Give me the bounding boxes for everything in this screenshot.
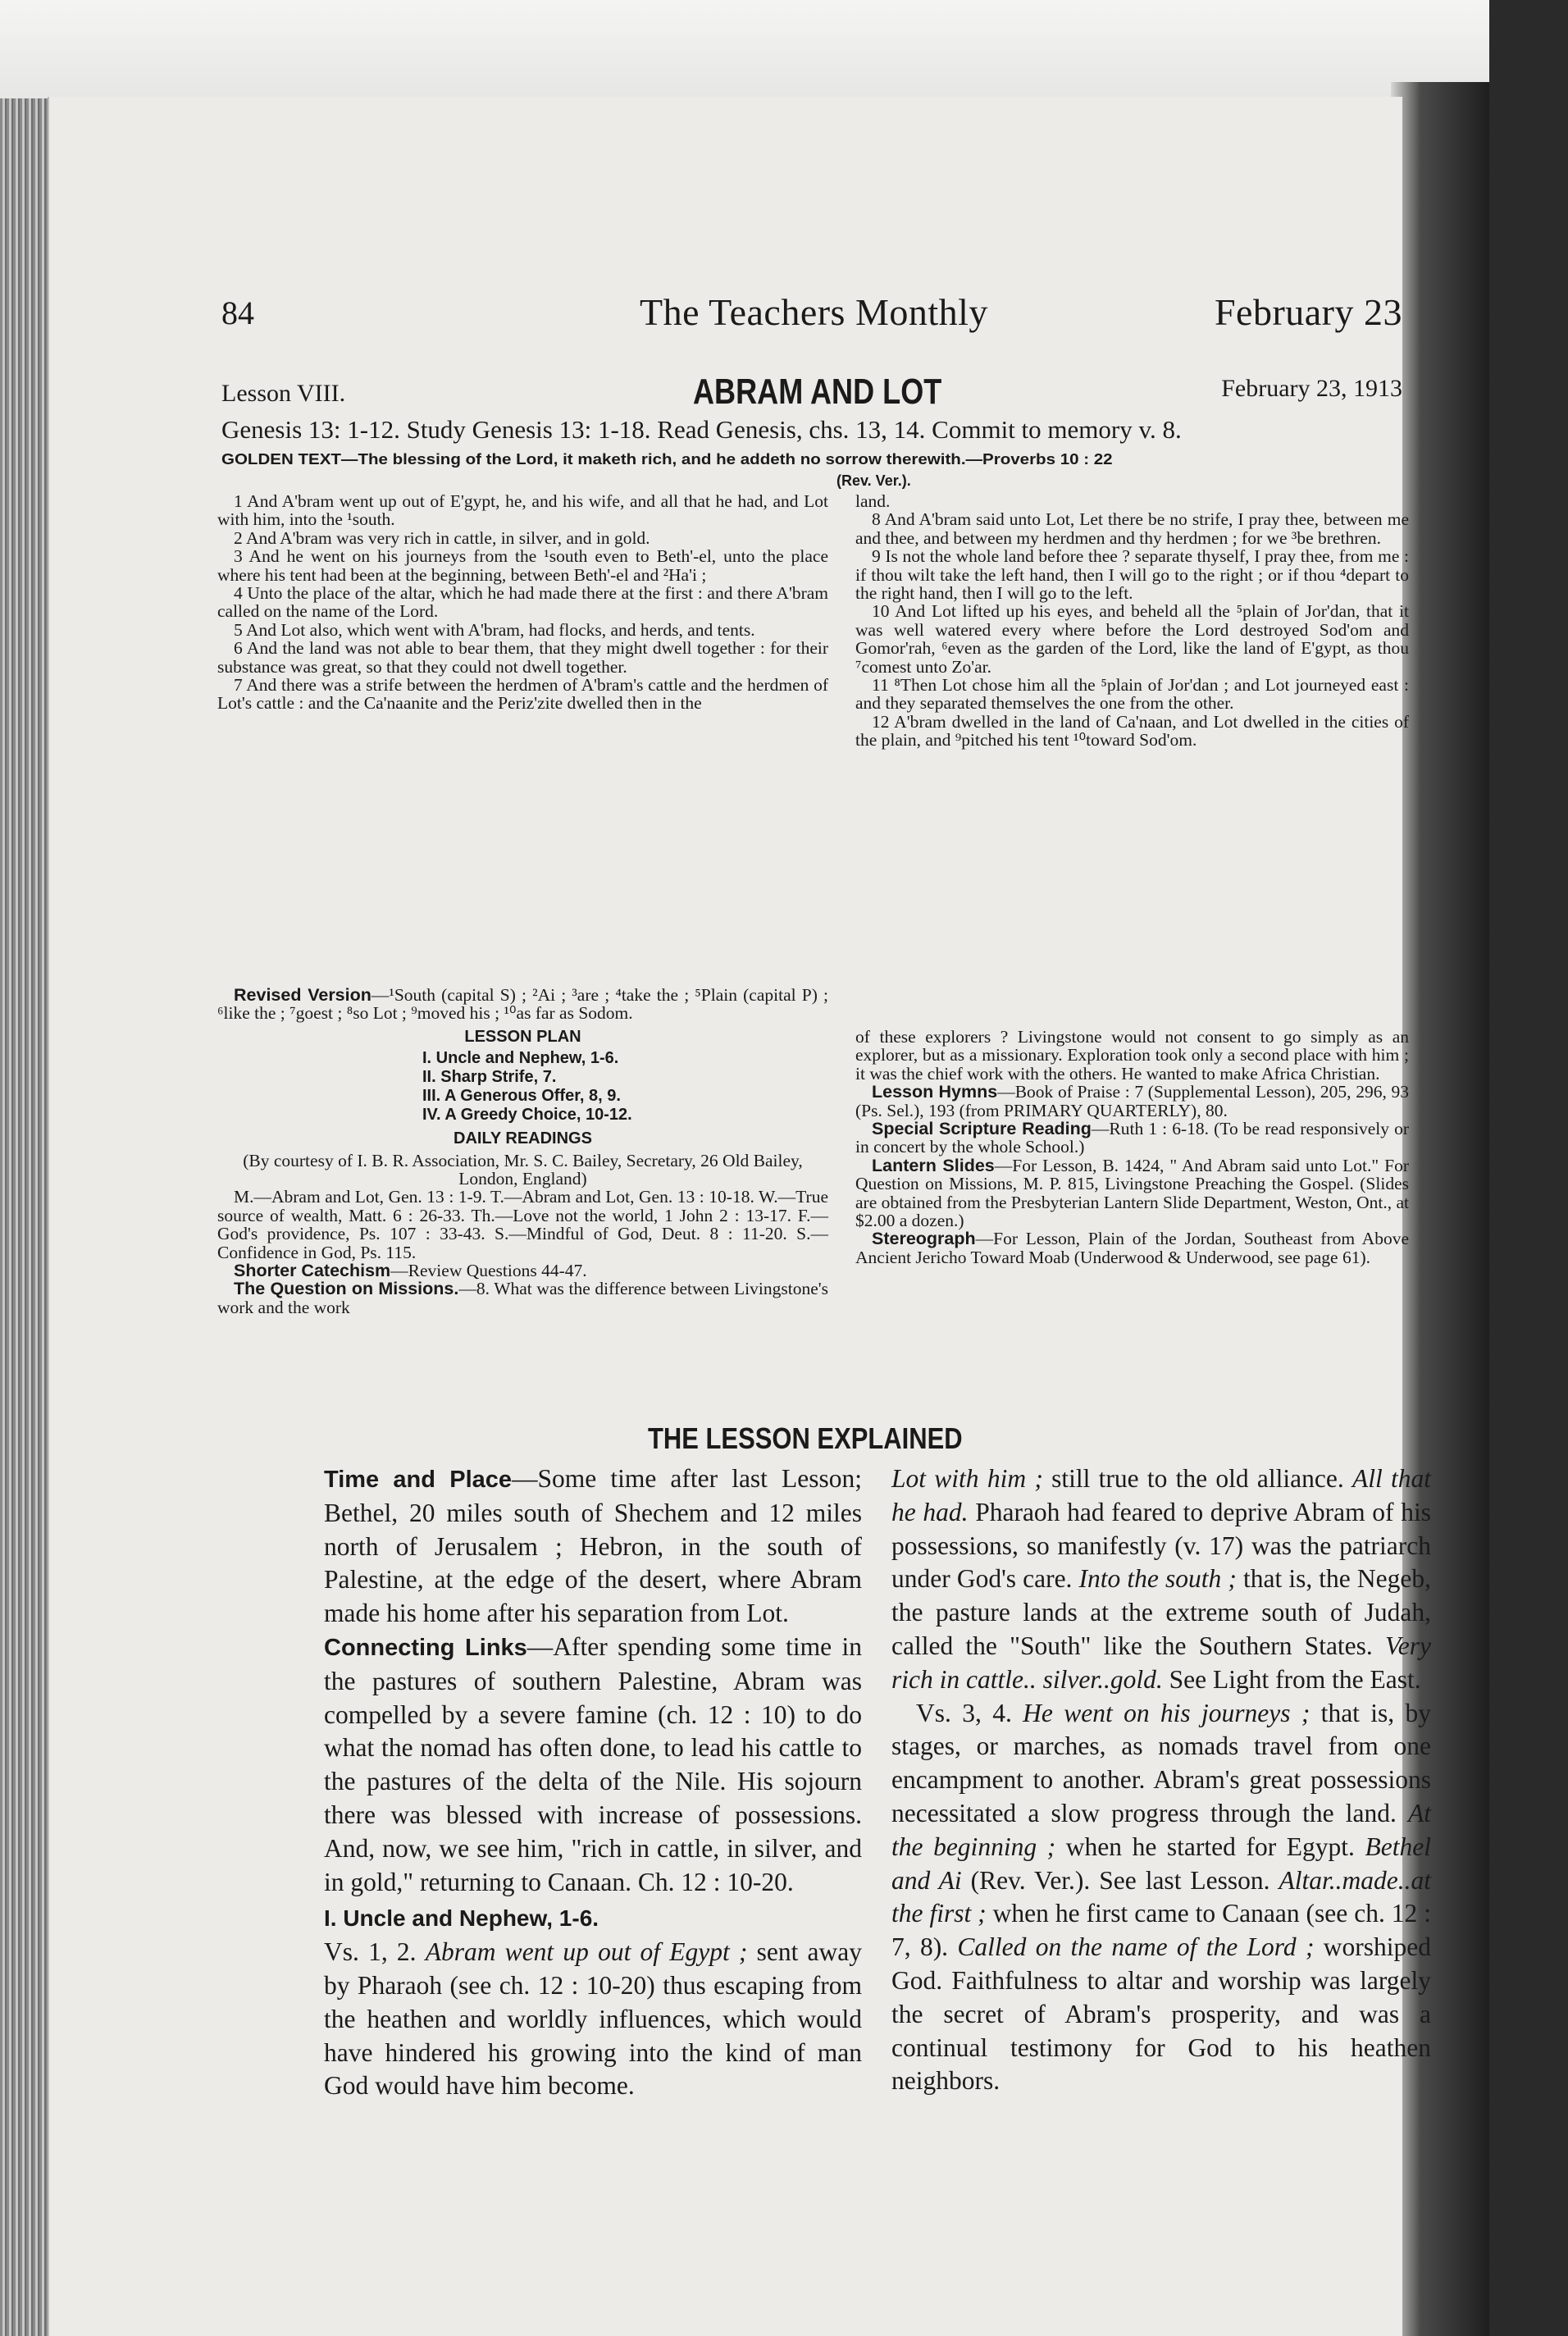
missions-label: The Question on Missions. xyxy=(234,1279,459,1299)
verse-quote: Into the south ; xyxy=(1078,1564,1237,1594)
commentary: when he first came to Canaan (see ch. 12 : 7, 8). xyxy=(891,1899,1432,1962)
stereograph-label: Stereograph xyxy=(872,1229,976,1249)
stereograph-text: —For Lesson, Plain of the Jordan, Southeast from Above Ancient Jericho Toward Moab (Underwood & Underwood, see page 61). xyxy=(855,1229,1409,1267)
verse: 2 And A'bram was very rich in cattle, in silver, and in gold. xyxy=(234,527,650,548)
explanation-column-right xyxy=(891,1462,1431,2098)
verse-quote: Abram went up out of Egypt ; xyxy=(425,1937,748,1967)
issue-date: February 23 xyxy=(1214,291,1402,333)
verse: 9 Is not the whole land before thee ? separate thyself, I pray thee, from me : if thou wilt take the left hand, then I will go to the right ; or if thou ⁴depart to the right hand, then I will go to the left. xyxy=(855,546,1409,604)
verse-ref: Vs. 3, 4. xyxy=(916,1698,1023,1727)
verse-quote: At the beginning ; xyxy=(891,1798,1431,1861)
verse: 7 And there was a strife between the herdmen of A'bram's cattle and the herdmen of Lot's cattle : and the Ca'naanite and the Periz'zite dwelled then in the xyxy=(217,675,828,714)
commentary: that is, by stages, or marches, as nomads travel from one encampment to another. Abram's great possessions necessitated a slow progress through the land. xyxy=(891,1698,1431,1827)
commentary: sent away by Pharaoh (see ch. 12 : 10-20) thus escaping from the heathen and worldly influences, which would have hindered his growing into the kind of man God would have him become. xyxy=(324,1937,862,2101)
time-and-place-text: —Some time after last Lesson; Bethel, 20 miles south of Shechem and 12 miles north of Jerusalem ; Hebron, in the south of Palestine, at the edge of the desert, where Abram made his home after his separation from Lot. xyxy=(324,1464,862,1628)
verse: 4 Unto the place of the altar, which he had made there at the first : and there A'bram called on the name of the Lord. xyxy=(217,583,828,622)
verse-quote: Bethel and Ai xyxy=(891,1832,1431,1895)
hymns-label: Lesson Hymns xyxy=(872,1082,998,1102)
document-page xyxy=(48,97,1432,2336)
commentary: that is, the Negeb, the pasture lands at the extreme south of Judah, called the "South" like the Southern States. xyxy=(891,1564,1431,1660)
verse-quote: All that he had. xyxy=(891,1464,1431,1526)
commentary: See Light from the East. xyxy=(1162,1664,1421,1694)
verse-quote: Altar..made..at the first ; xyxy=(891,1865,1431,1928)
revised-version-note xyxy=(217,986,828,1023)
lesson-explained-heading: THE LESSON EXPLAINED xyxy=(648,1421,963,1455)
verse-quote: He went on his journeys ; xyxy=(1023,1698,1310,1727)
lesson-number: Lesson VIII. xyxy=(221,380,346,407)
lesson-date: February 23, 1913 xyxy=(1221,375,1402,402)
missions-continued: of these explorers ? Livingstone would not consent to go simply as an explorer, but as a missionary. Exploration took only a second place with him ; it was the chief work with the others. He wanted to make Africa Christian. xyxy=(855,1027,1409,1084)
scripture-column-left xyxy=(217,492,828,713)
special-reading-label: Special Scripture Reading xyxy=(872,1119,1092,1139)
connecting-links-text: —After spending some time in the pastures of southern Palestine, Abram was compelled by a severe famine (ch. 12 : 10) to do what the nomad has often done, to lead his cattle to the pastures of the delta of the Nile. His sojourn there was blessed with increase of possessions. And, now, we see him, "rich in cattle, in silver, and in gold," returning to Canaan. Ch. 12 : 10-20. xyxy=(324,1631,862,1896)
verse: 11 ⁸Then Lot chose him all the ⁵plain of Jor'dan ; and Lot journeyed east : and they separated themselves the one from the other. xyxy=(855,675,1409,714)
catechism-text: —Review Questions 44-47. xyxy=(390,1261,587,1281)
commentary: when he started for Egypt. xyxy=(1055,1832,1365,1861)
verse: 6 And the land was not able to bear them, that they might dwell together : for their substance was great, so that they could not dwell together. xyxy=(217,638,828,677)
verse: 3 And he went on his journeys from the ¹south even to Beth'-el, unto the place where his tent had been at the beginning, between Beth'-el and ²Ha'i ; xyxy=(217,546,828,585)
hymns-text: —Book of Praise : 7 (Supplemental Lesson), 205, 296, 93 (Ps. Sel.), 193 (from PRIMARY QUARTERLY), 80. xyxy=(855,1082,1409,1120)
verses-3-4 xyxy=(891,1697,1431,2099)
scripture-references: Genesis 13: 1-12. Study Genesis 13: 1-18. Read Genesis, chs. 13, 14. Commit to memory v. 8. xyxy=(221,415,1182,444)
missions-note xyxy=(217,1280,828,1316)
verse: 5 And Lot also, which went with A'bram, had flocks, and herds, and tents. xyxy=(234,619,755,640)
scripture-column-right xyxy=(855,492,1409,750)
verse-quote: Very rich in cattle.. silver..gold. xyxy=(891,1631,1431,1694)
commentary: (Rev. Ver.). See last Lesson. xyxy=(961,1865,1279,1895)
verse: land. xyxy=(855,491,891,511)
verses-1-2-continued xyxy=(891,1462,1431,1697)
lesson-plan-item: IV. A Greedy Choice, 10-12. xyxy=(422,1106,632,1125)
daily-readings-courtesy: (By courtesy of I. B. R. Association, Mr. S. C. Bailey, Secretary, 26 Old Bailey, London, England) xyxy=(243,1150,803,1189)
lantern-slides-text: —For Lesson, B. 1424, " And Abram said unto Lot." For Question on Missions, M. P. 815, Livingstone Preaching the Gospel. (Slides are obtained from the Presbyterian Lantern Slide Department, Weston, Ont., at $2.00 a dozen.) xyxy=(855,1155,1410,1231)
lesson-notes-right xyxy=(855,1028,1409,1266)
lesson-plan-item: III. A Generous Offer, 8, 9. xyxy=(422,1087,621,1106)
lesson-plan-item: II. Sharp Strife, 7. xyxy=(422,1068,557,1087)
commentary: still true to the old alliance. xyxy=(1042,1464,1352,1493)
special-reading-note xyxy=(855,1120,1409,1157)
golden-text-version: (Rev. Ver.). xyxy=(836,472,911,489)
verse: 1 And A'bram went up out of E'gypt, he, and his wife, and all that he had, and Lot with him, into the ¹south. xyxy=(217,491,828,530)
page-number: 84 xyxy=(221,294,254,331)
verses-1-2 xyxy=(324,1936,862,2103)
lesson-plan-item: I. Uncle and Nephew, 1-6. xyxy=(422,1049,619,1068)
golden-text: GOLDEN TEXT—The blessing of the Lord, it maketh rich, and he addeth no sorrow therewith.—Proverbs 10 : 22 xyxy=(221,451,1113,468)
verse: 10 And Lot lifted up his eyes, and beheld all the ⁵plain of Jor'dan, that it was well watered every where before the Lord destroyed Sod'om and Gomor'rah, ⁶even as the garden of the Lord, like the land of E'gypt, as thou ⁷comest unto Zo'ar. xyxy=(855,601,1409,677)
catechism-label: Shorter Catechism xyxy=(234,1261,391,1281)
commentary: worshiped God. Faithfulness to altar and worship was largely the secret of Abram's prosperity, and was a continual testimony for God to his heathen neighbors. xyxy=(891,1932,1431,2096)
lesson-notes-left xyxy=(217,986,828,1316)
verse-quote: Lot with him ; xyxy=(891,1464,1043,1493)
stereograph-note xyxy=(855,1230,1409,1266)
revised-version-label: Revised Version xyxy=(234,985,371,1005)
daily-readings-text: M.—Abram and Lot, Gen. 13 : 1-9. T.—Abram and Lot, Gen. 13 : 10-18. W.—True source of wealth, Matt. 6 : 26-33. Th.—Love not the world, 1 John 2 : 13-17. F.—God's providence, Ps. 107 : 33-43. S.—Mindful of God, Deut. 8 : 11-20. S.—Confidence in God, Ps. 115. xyxy=(217,1187,828,1262)
time-and-place xyxy=(324,1462,862,1631)
verse-ref: Vs. 1, 2. xyxy=(324,1937,426,1967)
lesson-plan-heading: LESSON PLAN xyxy=(464,1027,581,1046)
daily-readings-heading: DAILY READINGS xyxy=(454,1129,592,1148)
commentary: Pharaoh had feared to deprive Abram of his possessions, so manifestly (v. 17) was the patriarch under God's care. xyxy=(891,1497,1431,1594)
hymns-note xyxy=(855,1083,1409,1120)
lesson-plan-list xyxy=(217,1049,828,1125)
verse-quote: Called on the name of the Lord ; xyxy=(957,1932,1315,1962)
book-binding xyxy=(0,98,49,2336)
lesson-title: ABRAM AND LOT xyxy=(693,372,942,412)
special-reading-text: —Ruth 1 : 6-18. (To be read responsively or in concert by the whole School.) xyxy=(855,1119,1409,1157)
verse: 8 And A'bram said unto Lot, Let there be no strife, I pray thee, between me and thee, and between my herdmen and thy herdmen ; for we ³be brethren. xyxy=(855,509,1409,548)
running-head xyxy=(221,291,1402,343)
catechism-note xyxy=(217,1262,828,1280)
lantern-slides-note xyxy=(855,1157,1409,1230)
connecting-links-label: Connecting Links xyxy=(324,1634,527,1661)
verse: 12 A'bram dwelled in the land of Ca'naan, and Lot dwelled in the cities of the plain, and ⁹pitched his tent ¹⁰toward Sod'om. xyxy=(855,711,1409,751)
lesson-title-row xyxy=(221,372,1402,413)
journal-title: The Teachers Monthly xyxy=(640,291,988,333)
connecting-links xyxy=(324,1631,862,1899)
revised-version-text: —¹South (capital S) ; ²Ai ; ³are ; ⁴take the ; ⁵Plain (capital P) ; ⁶like the ; ⁷goest ; ⁸so Lot ; ⁹moved his ; ¹⁰as far as Sodom. xyxy=(217,985,828,1024)
lantern-slides-label: Lantern Slides xyxy=(872,1155,995,1175)
missions-text: —8. What was the difference between Livingstone's work and the work xyxy=(217,1279,828,1317)
section-heading: I. Uncle and Nephew, 1-6. xyxy=(324,1905,599,1932)
explanation-column-left xyxy=(324,1462,862,2103)
time-and-place-label: Time and Place xyxy=(324,1467,513,1493)
